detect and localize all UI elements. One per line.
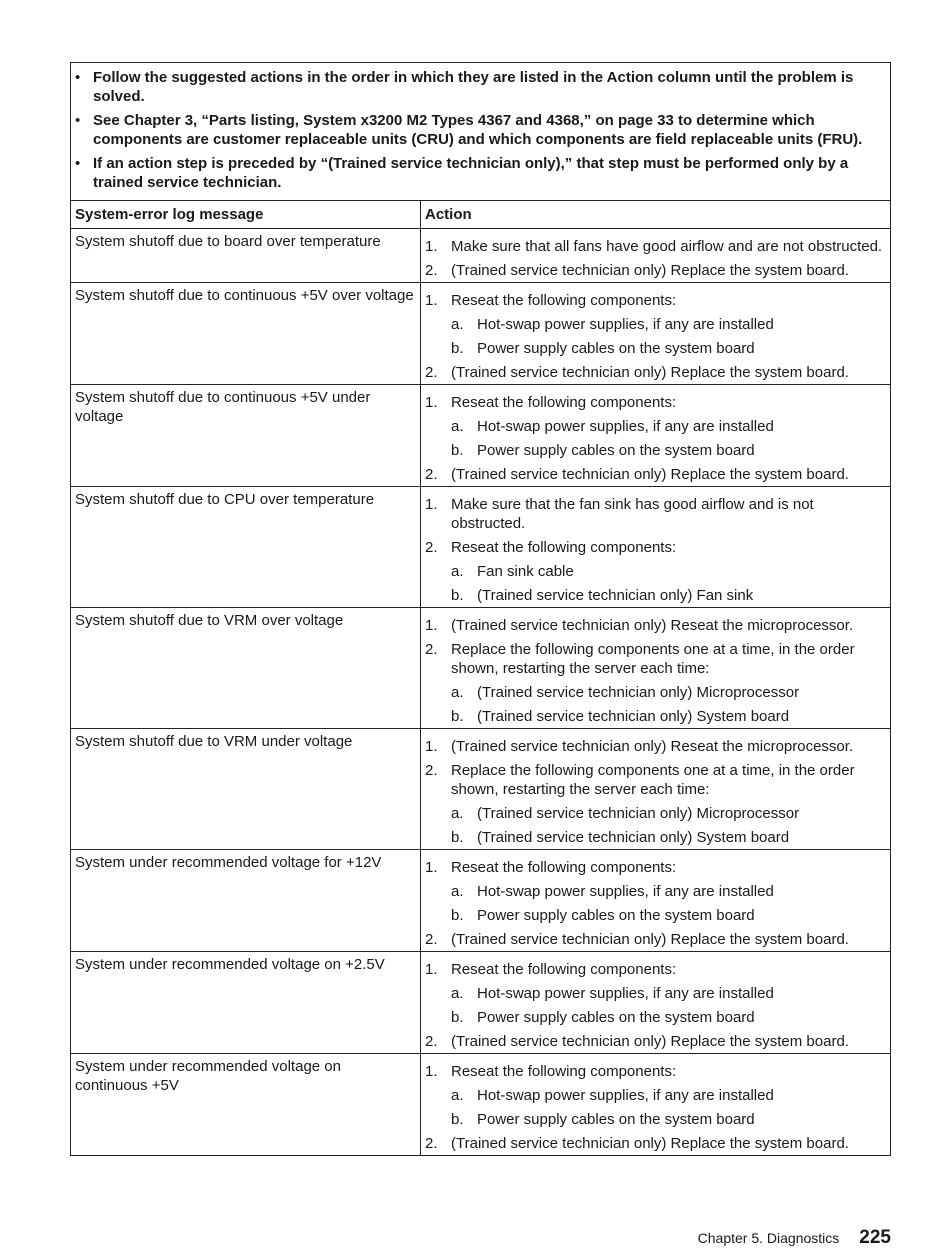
action-cell (421, 385, 891, 487)
error-message-cell: System under recommended voltage on continuous +5V (71, 1054, 421, 1156)
action-step (425, 858, 886, 877)
step-text: (Trained service technician only) Reseat the microprocessor. (451, 617, 854, 634)
page-number: 225 (859, 1227, 891, 1248)
action-substep (425, 984, 886, 1003)
error-message-cell: System shutoff due to board over temperature (71, 229, 421, 283)
substep-text: Hot-swap power supplies, if any are installed (477, 418, 774, 435)
substep-letter: b. (451, 1009, 464, 1026)
action-step (425, 960, 886, 979)
substep-text: (Trained service technician only) System board (477, 829, 790, 846)
substep-letter: a. (451, 883, 464, 900)
step-number: 2. (425, 364, 438, 381)
step-text: Replace the following components one at a time, in the order shown, restarting the server each time: (451, 641, 855, 677)
action-step (425, 465, 886, 484)
substep-letter: a. (451, 985, 464, 1002)
step-text: Reseat the following components: (451, 961, 677, 978)
substep-letter: a. (451, 684, 464, 701)
substep-letter: a. (451, 563, 464, 580)
action-step (425, 261, 886, 280)
table-row (71, 283, 890, 385)
action-step (425, 930, 886, 949)
table-row (71, 729, 890, 850)
step-number: 2. (425, 641, 438, 658)
substep-letter: b. (451, 708, 464, 725)
action-step (425, 495, 886, 533)
substep-text: (Trained service technician only) Microprocessor (477, 805, 800, 822)
action-cell (421, 283, 891, 385)
step-text: (Trained service technician only) Reseat the microprocessor. (451, 738, 854, 755)
step-text: (Trained service technician only) Replace the system board. (451, 931, 849, 948)
step-number: 1. (425, 1063, 438, 1080)
step-text: (Trained service technician only) Replace the system board. (451, 1135, 849, 1152)
action-step (425, 291, 886, 310)
step-number: 1. (425, 292, 438, 309)
table-row (71, 487, 890, 608)
page-footer (698, 1227, 891, 1249)
step-number: 1. (425, 859, 438, 876)
action-substep (425, 683, 886, 702)
substep-text: Hot-swap power supplies, if any are installed (477, 1087, 774, 1104)
action-substep (425, 1008, 886, 1027)
step-number: 2. (425, 1033, 438, 1050)
note-item (75, 111, 884, 149)
error-message-cell: System shutoff due to VRM under voltage (71, 729, 421, 850)
bullet-icon: • (75, 69, 81, 86)
step-number: 1. (425, 961, 438, 978)
step-text: Make sure that the fan sink has good airflow and is not obstructed. (451, 496, 814, 532)
action-cell (421, 608, 891, 729)
action-substep (425, 1110, 886, 1129)
error-message-cell: System shutoff due to continuous +5V under voltage (71, 385, 421, 487)
action-step (425, 363, 886, 382)
step-text: Replace the following components one at a time, in the order shown, restarting the server each time: (451, 762, 855, 798)
action-substep (425, 1086, 886, 1105)
action-substep (425, 804, 886, 823)
step-number: 2. (425, 466, 438, 483)
substep-letter: a. (451, 1087, 464, 1104)
bullet-icon: • (75, 155, 81, 172)
action-substep (425, 562, 886, 581)
step-text: Reseat the following components: (451, 859, 677, 876)
step-number: 1. (425, 394, 438, 411)
action-cell (421, 487, 891, 608)
substep-letter: b. (451, 587, 464, 604)
step-number: 1. (425, 496, 438, 513)
step-text: Reseat the following components: (451, 394, 677, 411)
action-substep (425, 315, 886, 334)
step-text: (Trained service technician only) Replace the system board. (451, 262, 849, 279)
action-substep (425, 417, 886, 436)
action-substep (425, 906, 886, 925)
substep-letter: a. (451, 805, 464, 822)
table-body (71, 229, 890, 1156)
error-message-cell: System under recommended voltage on +2.5V (71, 952, 421, 1054)
substep-letter: b. (451, 907, 464, 924)
step-text: Reseat the following components: (451, 292, 677, 309)
step-text: Reseat the following components: (451, 1063, 677, 1080)
action-step (425, 640, 886, 678)
table-row (71, 229, 890, 283)
substep-text: Power supply cables on the system board (477, 1009, 755, 1026)
error-message-cell: System shutoff due to CPU over temperature (71, 487, 421, 608)
action-cell (421, 729, 891, 850)
substep-text: Power supply cables on the system board (477, 907, 755, 924)
action-step (425, 393, 886, 412)
note-text: Follow the suggested actions in the order in which they are listed in the Action column until the problem is solved. (93, 69, 854, 105)
substep-text: Power supply cables on the system board (477, 340, 755, 357)
action-step (425, 1134, 886, 1153)
action-substep (425, 339, 886, 358)
table-row (71, 1054, 890, 1156)
substep-text: Hot-swap power supplies, if any are installed (477, 883, 774, 900)
action-step (425, 737, 886, 756)
action-step (425, 1032, 886, 1051)
table-row (71, 850, 890, 952)
action-cell (421, 229, 891, 283)
step-number: 2. (425, 762, 438, 779)
substep-text: Hot-swap power supplies, if any are installed (477, 316, 774, 333)
action-cell (421, 952, 891, 1054)
note-text: If an action step is preceded by “(Trained service technician only),” that step must be performed only by a trained service technician. (93, 155, 849, 191)
action-step (425, 616, 886, 635)
table-header-row (71, 201, 890, 229)
substep-text: Hot-swap power supplies, if any are installed (477, 985, 774, 1002)
step-text: (Trained service technician only) Replace the system board. (451, 466, 849, 483)
table-row (71, 952, 890, 1054)
substep-text: (Trained service technician only) System board (477, 708, 790, 725)
note-item (75, 154, 884, 192)
step-text: Make sure that all fans have good airflow and are not obstructed. (451, 238, 883, 255)
bullet-icon: • (75, 112, 81, 129)
action-cell (421, 850, 891, 952)
header-message: System-error log message (71, 201, 421, 229)
substep-text: Power supply cables on the system board (477, 442, 755, 459)
error-message-cell: System under recommended voltage for +12V (71, 850, 421, 952)
step-number: 2. (425, 1135, 438, 1152)
table-row (71, 385, 890, 487)
action-step (425, 538, 886, 557)
step-text: (Trained service technician only) Replace the system board. (451, 1033, 849, 1050)
error-message-cell: System shutoff due to VRM over voltage (71, 608, 421, 729)
substep-letter: b. (451, 442, 464, 459)
note-item (75, 68, 884, 106)
step-text: Reseat the following components: (451, 539, 677, 556)
substep-letter: b. (451, 829, 464, 846)
action-substep (425, 882, 886, 901)
substep-text: Fan sink cable (477, 563, 574, 580)
step-text: (Trained service technician only) Replace the system board. (451, 364, 849, 381)
action-cell (421, 1054, 891, 1156)
substep-letter: b. (451, 340, 464, 357)
action-step (425, 761, 886, 799)
error-message-cell: System shutoff due to continuous +5V over voltage (71, 283, 421, 385)
error-table-frame (70, 62, 891, 1156)
header-action: Action (425, 206, 472, 223)
step-number: 2. (425, 539, 438, 556)
step-number: 1. (425, 238, 438, 255)
substep-letter: a. (451, 418, 464, 435)
substep-text: (Trained service technician only) Microprocessor (477, 684, 800, 701)
action-substep (425, 586, 886, 605)
action-step (425, 237, 886, 256)
substep-text: Power supply cables on the system board (477, 1111, 755, 1128)
notes-box (71, 63, 890, 201)
step-number: 2. (425, 262, 438, 279)
step-number: 2. (425, 931, 438, 948)
table-row (71, 608, 890, 729)
action-substep (425, 707, 886, 726)
error-log-table (71, 201, 890, 1155)
step-number: 1. (425, 617, 438, 634)
chapter-title: Chapter 5. Diagnostics (697, 1230, 840, 1246)
substep-letter: b. (451, 1111, 464, 1128)
action-step (425, 1062, 886, 1081)
substep-letter: a. (451, 316, 464, 333)
note-text: See Chapter 3, “Parts listing, System x3200 M2 Types 4367 and 4368,” on page 33 to determine which components are customer replaceable units (CRU) and which components are field replaceable units (FRU). (93, 112, 863, 148)
substep-text: (Trained service technician only) Fan sink (477, 587, 754, 604)
action-substep (425, 828, 886, 847)
step-number: 1. (425, 738, 438, 755)
action-substep (425, 441, 886, 460)
